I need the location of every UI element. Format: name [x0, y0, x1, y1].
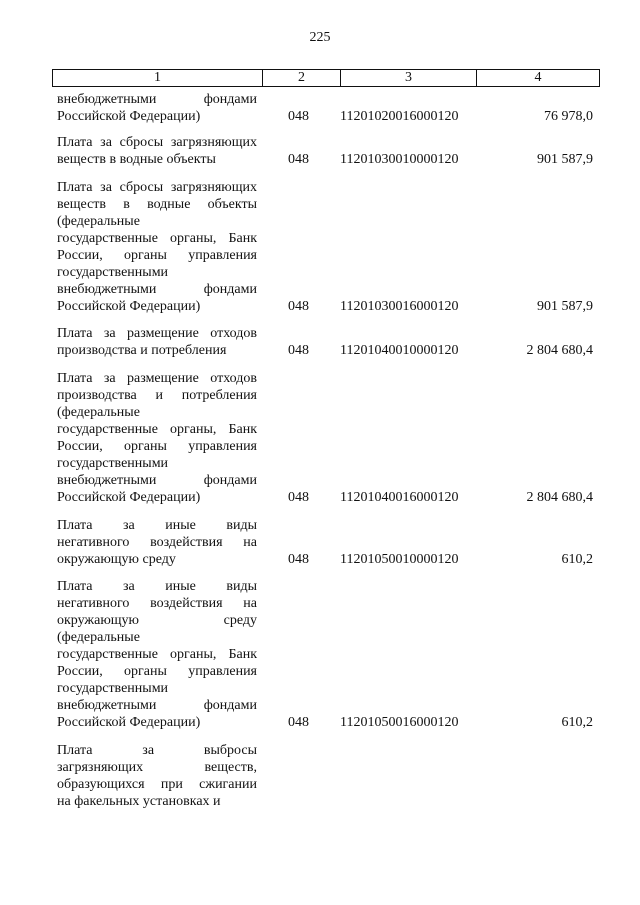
row-name-line: России, органы управления — [57, 248, 257, 263]
row-admin-code: 048 — [288, 343, 309, 358]
row-name-line: Российской Федерации) — [57, 715, 201, 730]
row-name-line: государственными — [57, 681, 169, 696]
row-name-line: внебюджетными фондами — [57, 282, 257, 297]
row-admin-code: 048 — [288, 152, 309, 167]
row-name-line: негативного воздействия на — [57, 535, 257, 550]
row-name — [57, 517, 257, 568]
row-amount: 901 587,9 — [537, 152, 593, 167]
header-col-1: 1 — [53, 70, 263, 86]
row-name-line: России, органы управления — [57, 439, 257, 454]
row-name-line: государственные органы, Банк — [57, 647, 257, 662]
header-col-4: 4 — [534, 70, 542, 85]
row-name-line: Плата за иные виды — [57, 579, 257, 594]
row-classification-code: 11201030016000120 — [340, 299, 459, 314]
row-name-line: Плата за выбросы — [57, 743, 257, 758]
row-name-line: государственные органы, Банк — [57, 231, 257, 246]
row-classification-code: 11201020016000120 — [340, 109, 459, 124]
row-name-line: (федеральные — [57, 630, 140, 645]
row-name-line: окружающую среду — [57, 613, 257, 628]
row-name-line: негативного воздействия на — [57, 596, 257, 611]
row-amount: 76 978,0 — [544, 109, 593, 124]
row-admin-code: 048 — [288, 299, 309, 314]
row-name-line: Российской Федерации) — [57, 490, 201, 505]
header-col-3: 3 — [341, 70, 477, 86]
row-name — [57, 325, 257, 359]
row-name-line: внебюджетными фондами — [57, 698, 257, 713]
row-name-line: Российской Федерации) — [57, 109, 201, 124]
row-name — [57, 134, 257, 168]
row-name-line: Плата за сбросы загрязняющих — [57, 135, 257, 150]
row-amount: 2 804 680,4 — [526, 343, 593, 358]
row-name-line: Плата за сбросы загрязняющих — [57, 180, 257, 195]
row-name-line: государственными — [57, 456, 169, 471]
row-classification-code: 11201050016000120 — [340, 715, 459, 730]
row-classification-code: 11201040016000120 — [340, 490, 459, 505]
row-name-line: окружающую среду — [57, 552, 176, 567]
row-admin-code: 048 — [288, 490, 309, 505]
row-name-line: (федеральные — [57, 214, 140, 229]
row-name-line: государственными — [57, 265, 169, 280]
row-name-line: на факельных установках и — [57, 794, 221, 809]
row-name-line: загрязняющих веществ, — [57, 760, 257, 775]
row-name — [57, 179, 257, 315]
row-admin-code: 048 — [288, 109, 309, 124]
row-classification-code: 11201040010000120 — [340, 343, 459, 358]
row-name-line: веществ в водные объекты — [57, 152, 216, 167]
row-name-line: внебюджетными фондами — [57, 473, 257, 488]
row-name — [57, 578, 257, 731]
row-name-line: веществ в водные объекты — [57, 197, 257, 212]
row-name — [57, 742, 257, 810]
row-classification-code: 11201050010000120 — [340, 552, 459, 567]
row-name — [57, 370, 257, 506]
row-amount: 2 804 680,4 — [526, 490, 593, 505]
header-col-2: 2 — [263, 70, 341, 86]
row-name-line: производства и потребления — [57, 388, 257, 403]
row-name-line: России, органы управления — [57, 664, 257, 679]
row-amount: 610,2 — [561, 715, 593, 730]
table-header — [52, 69, 600, 87]
row-admin-code: 048 — [288, 715, 309, 730]
page-number: 225 — [309, 30, 331, 45]
row-classification-code: 11201030010000120 — [340, 152, 459, 167]
row-name-line: Плата за размещение отходов — [57, 326, 257, 341]
row-name-line: государственные органы, Банк — [57, 422, 257, 437]
row-name-line: внебюджетными фондами — [57, 92, 257, 107]
row-name-line: образующихся при сжигании — [57, 777, 257, 792]
row-name — [57, 91, 257, 125]
row-amount: 901 587,9 — [537, 299, 593, 314]
row-admin-code: 048 — [288, 552, 309, 567]
row-name-line: Плата за размещение отходов — [57, 371, 257, 386]
row-name-line: Российской Федерации) — [57, 299, 201, 314]
row-name-line: Плата за иные виды — [57, 518, 257, 533]
row-amount: 610,2 — [561, 552, 593, 567]
row-name-line: производства и потребления — [57, 343, 227, 358]
row-name-line: (федеральные — [57, 405, 140, 420]
